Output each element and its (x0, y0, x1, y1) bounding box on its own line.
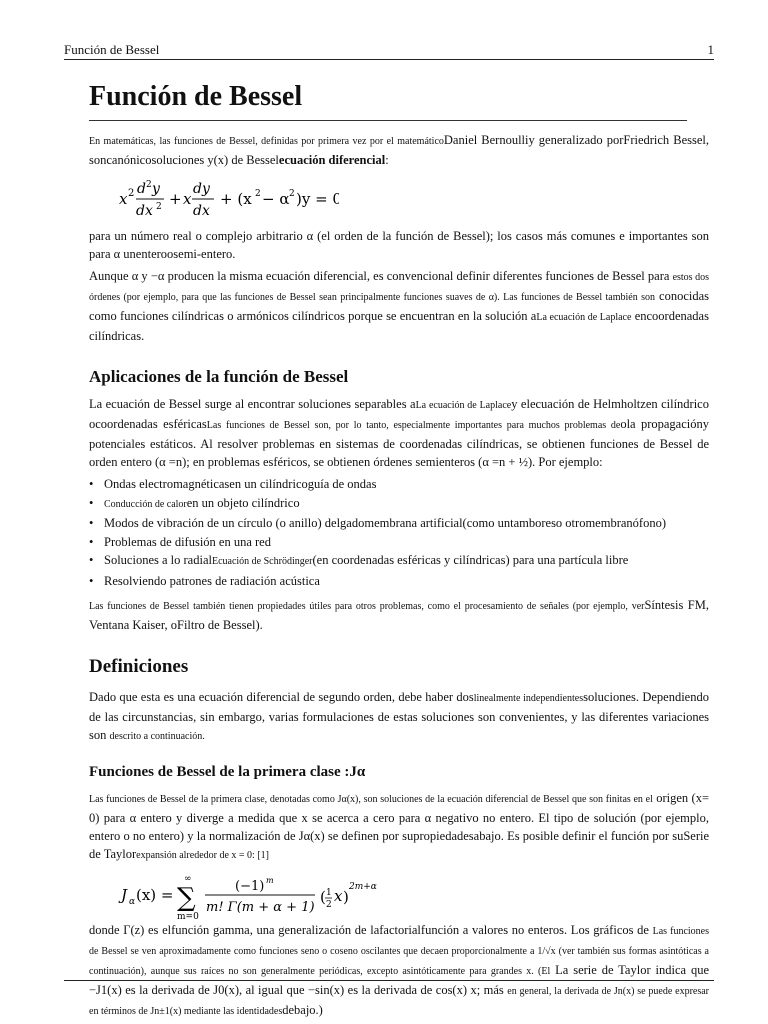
subsection-heading-primera-clase: Funciones de Bessel de la primera clase :Jα (89, 764, 366, 780)
aplicaciones-paragraph-1: La ecuación de Bessel surge al encontrar soluciones separables aLa ecuación de Laplacey elecuación de Helmholtzen cilíndrico ocoordenadas esféricasLas funciones de Bessel son, por lo tanto, especialmente importantes para muchos problemas deola propagacióny potenciales estáticos. Al resolver problemas en sistemas de coordenadas cilíndricas, se obtienen funciones de Bessel de orden entero (α =n); en problemas esféricos, se obtienen órdenes semienteros (α =n + ½). Por ejemplo: (89, 397, 709, 469)
running-header-title: Función de Bessel (64, 42, 160, 57)
eq1-x-exp2: 2 (255, 189, 261, 199)
eq1-x2: x (183, 190, 192, 208)
eq1-y: y (152, 181, 160, 197)
eq1-close: )y = 0 (296, 190, 339, 208)
definiciones-paragraph: Dado que esta es una ecuación diferencial de segundo orden, debe haber doslinealmente independientessoluciones. Dependiendo de las circunstancias, sin embargo, varias formulaciones de estas soluciones son convenientes, y las diferentes variaciones son descrito a continuación. (89, 690, 709, 742)
eq2-half-num: 1 (326, 888, 332, 898)
eq1-paren: + (x (220, 190, 252, 208)
eq2-half-den: 2 (326, 900, 332, 910)
aplicaciones-paragraph-2: Las funciones de Bessel también tienen propiedades útiles para otros problemas, como el procesamiento de señales (por ejemplo, verSíntesis FM, Ventana Kaiser, oFiltro de Bessel). (89, 598, 709, 632)
eq1-d-exp: 2 (146, 180, 152, 190)
eq1-alpha-exp: 2 (289, 189, 295, 199)
eq2-lparen: ( (320, 888, 326, 906)
eq2-sum: ∑ (177, 883, 196, 913)
eq2-numerator-exp: m (266, 876, 274, 885)
list-item: • Conducción de caloren un objeto cilíndrico (89, 494, 709, 515)
eq1-d: d (137, 181, 146, 197)
eq2-rparen: ) (343, 888, 349, 906)
header-rule (64, 59, 714, 60)
article-body (89, 80, 709, 1021)
eq2-sum-top: ∞ (184, 874, 192, 884)
eq1-alpha: − α (262, 190, 290, 208)
eq2-numerator: (−1) (235, 879, 265, 894)
list-item: • Ondas electromagnéticasen un cilíndricoguía de ondas (89, 475, 709, 494)
primera-clase-paragraph-1: Las funciones de Bessel de la primera clase, denotadas como Jα(x), son soluciones de la ecuación diferencial de Bessel que son finitas en el origen (x= 0) para α entero y diverge a medida que x se acerca a cero para α negativo no entero. El tipo de solución (por ejemplo, entero o no entero) y la normalización de Jα(x) se definen por supropiedadesabajo. Es posible definir el función por suSerie de Taylorexpansión alrededor de x = 0: [1] (89, 791, 710, 861)
eq2-arg: (x) = (136, 886, 174, 904)
primera-clase-paragraph-2: donde Γ(z) es elfunción gamma, una generalización de lafactorialfunción a valores no enteros. Los gráficos de Las funciones de Bessel se ven aproximadamente como funciones seno o coseno oscilantes que decaen proporcionalmente a 1/√x (ver también sus formas asintóticas a continuación), aunque sus raíces no son generalmente periódicas, excepto asintóticamente para grandes x. (El La serie de Taylor indica que −J1(x) es la derivada de J0(x), al igual que −sin(x) es la derivada de cos(x) x; más en general, la derivada de Jn(x) se puede expresar en términos de Jn±1(x) mediante las identidadesdebajo.) (89, 923, 710, 1017)
list-item: • Problemas de difusión en una red (89, 533, 709, 552)
intro-paragraph-1: En matemáticas, las funciones de Bessel, definidas por primera vez por el matemáticoDaniel Bernoulliy generalizado porFriedrich Bessel, soncanónicosoluciones y(x) de Besselecuación diferencial: (89, 133, 709, 167)
section-heading-aplicaciones: Aplicaciones de la función de Bessel (89, 367, 349, 386)
section-heading-definiciones: Definiciones (89, 656, 189, 677)
eq2-x: x (334, 887, 343, 905)
eq1-x: x (119, 190, 128, 208)
list-item: • Soluciones a lo radialEcuación de Schrödinger(en coordenadas esféricas y cilíndricas) para una partícula libre (89, 551, 709, 572)
eq1-x-exp: 2 (128, 188, 135, 199)
eq1-dx-exp: 2 (156, 202, 162, 212)
eq2-alpha-sub: α (129, 897, 136, 907)
running-header (64, 42, 714, 58)
footer-rule (64, 980, 714, 981)
aplicaciones-list (89, 475, 709, 590)
eq2-j: J (121, 886, 128, 904)
bessel-equation (119, 177, 709, 221)
eq2-denominator: m! Γ(m + α + 1) (206, 900, 315, 915)
eq2-sum-bottom: m=0 (177, 912, 199, 921)
page-title: Función de Bessel (89, 80, 687, 121)
taylor-series-equation (117, 871, 709, 919)
list-item: • Resolviendo patrones de radiación acústica (89, 572, 709, 591)
eq1-dx2: dx (193, 203, 210, 219)
eq1-dx: dx (136, 203, 153, 219)
list-item: • Modos de vibración de un círculo (o anillo) delgadomembrana artificial(como untamboreso otromembranófono) (89, 514, 709, 533)
intro-paragraph-3: Aunque α y −α producen la misma ecuación diferencial, es convencional definir diferentes funciones de Bessel para estos dos órdenes (por ejemplo, para que las funciones de Bessel sean principalmente funciones suaves de α). Las funciones de Bessel también son conocidas como funciones cilíndricas o armónicos cilíndricos porque se encuentran en la solución aLa ecuación de Laplace encoordenadas cilíndricas. (89, 269, 710, 343)
page-number: 1 (707, 42, 714, 57)
intro-paragraph-2: para un número real o complejo arbitrario α (el orden de la función de Bessel); los casos más comunes e importantes son para α unenteroosemi-entero. (89, 229, 709, 261)
eq1-plus: + (169, 190, 182, 208)
eq2-exponent: 2m+α (349, 882, 377, 892)
eq1-dy: dy (193, 181, 210, 197)
